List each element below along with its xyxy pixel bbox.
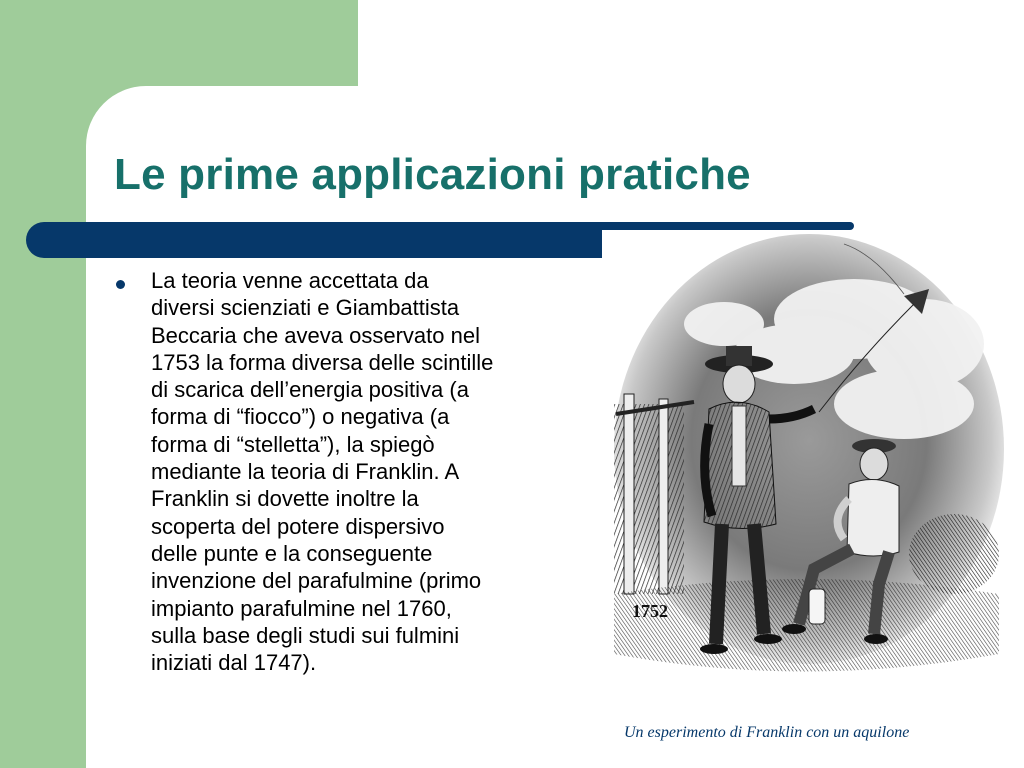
bullet-text: La teoria venne accettata da diversi scienziati e Giambattista Beccaria che aveva osservato nel 1753 la forma diversa delle scintille di scarica dell’energia positiva (a forma di “fiocco”) o negativa (a forma di “stelletta”), la spiegò mediante la teoria di Franklin. A Franklin si dovette inoltre la scoperta del potere dispersivo delle punte e la conseguente invenzione del parafulmine (primo impianto parafulmine nel 1760, sulla base degli studi sui fulmini iniziati dal 1747). — [151, 268, 494, 676]
background-green-strip — [0, 0, 86, 768]
franklin-kite-engraving — [604, 234, 1004, 696]
engraved-year: 1752 — [632, 601, 668, 621]
title-accent-bar — [26, 222, 602, 258]
image-caption: Un esperimento di Franklin con un aquilone — [624, 724, 910, 741]
bullet-icon — [116, 280, 125, 289]
slide-title: Le prime applicazioni pratiche — [114, 150, 751, 199]
